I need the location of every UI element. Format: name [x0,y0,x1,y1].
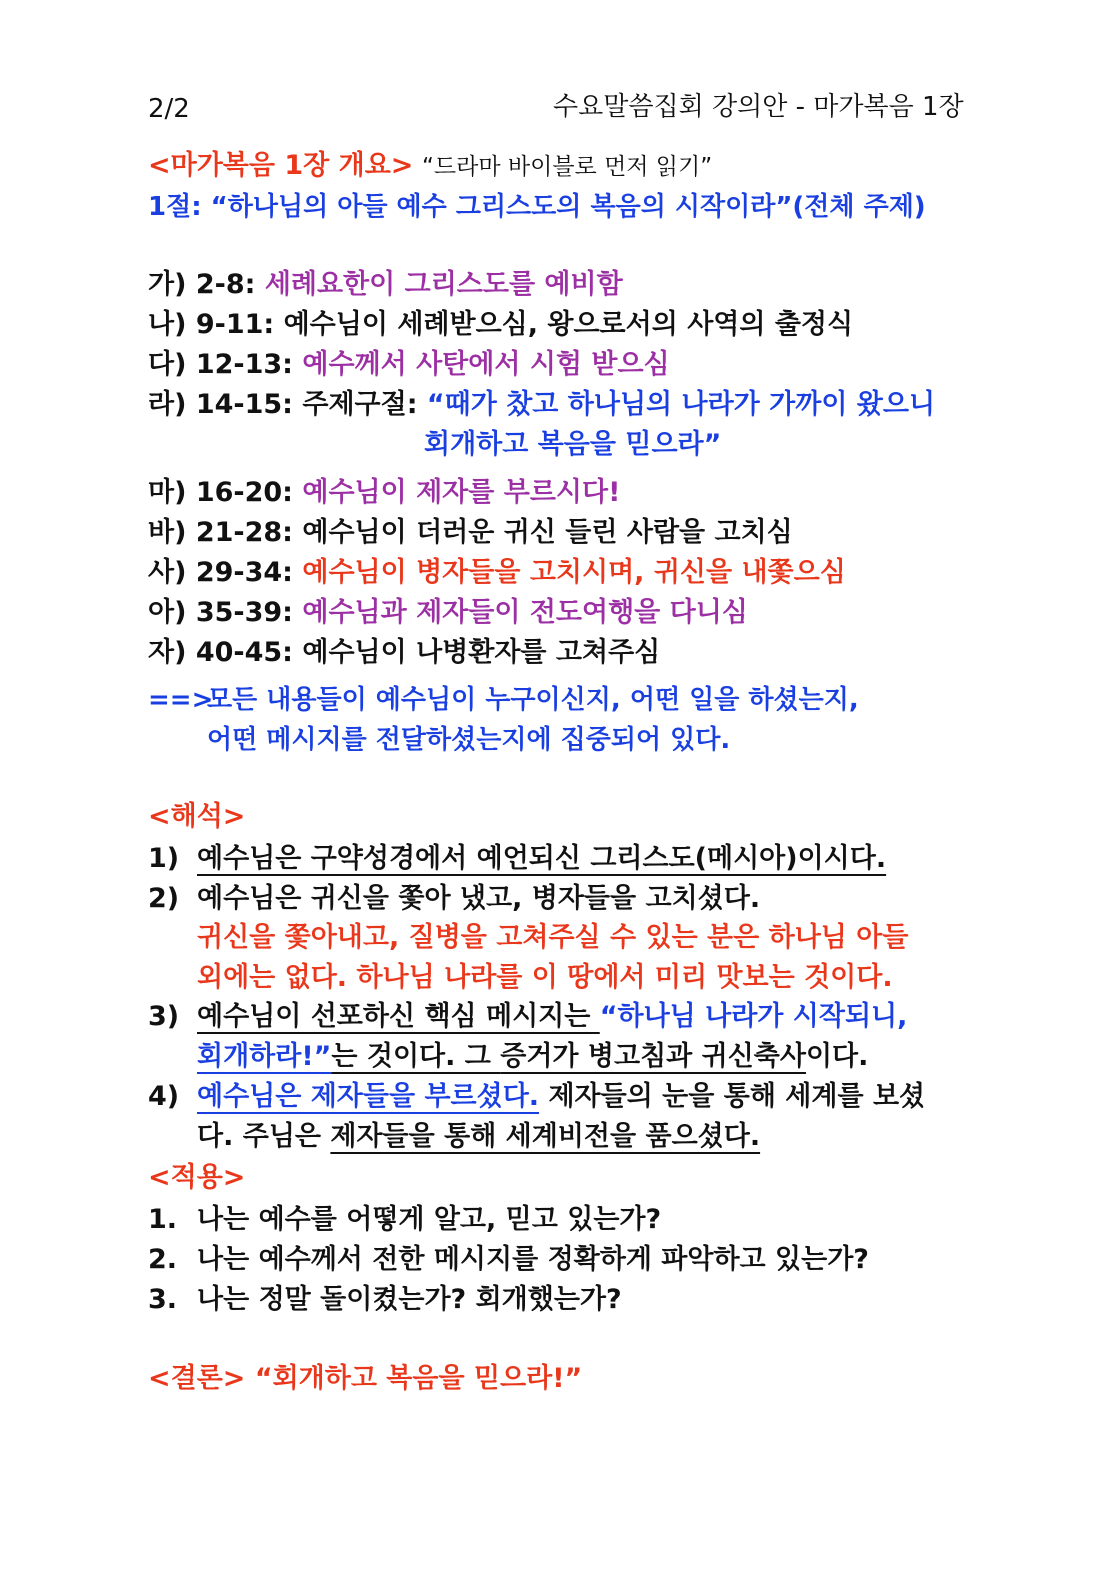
kingdom-message: “하나님 나라가 시작되니, [599,1001,908,1032]
outline-text: 세례요한이 그리스도를 예비함 [264,269,623,300]
outline-item-da [148,348,670,382]
disciples-called: 예수님은 제자들을 부르셨다. [197,1081,540,1112]
interpretation-item-3 [197,1000,907,1034]
interpretation-item-2-note-1: 귀신을 쫓아내고, 질병을 고쳐주실 수 있는 분은 하나님 아들 [197,922,909,953]
summary-line-1: 모든 내용들이 예수님이 누구이신지, 어떤 일을 하셨는지, [207,685,859,715]
application-item-1: 나는 예수를 어떻게 알고, 믿고 있는가? [197,1204,662,1235]
conclusion-heading: <결론> [148,1363,246,1394]
outline-item-na [148,308,853,342]
outline-label: 나) 9-11: [148,309,284,340]
outline-text: 예수님이 세례받으심, 왕으로서의 사역의 출정식 [283,309,854,340]
interpretation-num-1: 1) [148,843,180,874]
interpretation-item-3-cont [197,1040,868,1074]
summary-line-2: 어떤 메시지를 전달하셨는지에 집중되어 있다. [207,725,731,755]
outline-label: 다) 12-13: [148,349,303,380]
interpretation-item-4 [197,1080,925,1114]
interpretation-text: 예수님은 구약성경에서 예언되신 그리스도(메시아)이시다. [197,843,887,874]
outline-item-ma [148,476,620,510]
interpretation-text: 예수님이 선포하신 핵심 메시지는 [197,1001,600,1032]
outline-label: 사) 29-34: [148,557,303,588]
outline-label: 바) 21-28: [148,517,303,548]
outline-label: 아) 35-39: [148,597,303,628]
interpretation-text: 다. 주님은 [197,1121,331,1152]
interpretation-num-4: 4) [148,1081,180,1112]
outline-text: 예수께서 사탄에서 시험 받으심 [302,349,670,380]
interpretation-item-2-note-2: 외에는 없다. 하나님 나라를 이 땅에서 미리 맛보는 것이다. [197,962,893,993]
application-heading: <적용> [148,1162,246,1193]
overview-line [148,149,712,184]
conclusion-text: “회개하고 복음을 믿으라!” [254,1363,583,1394]
summary-arrow: ==> [148,685,214,715]
key-verse-text: “때가 찼고 하나님의 나라가 가까이 왔으니 [426,389,936,420]
outline-item-sa [148,556,846,590]
outline-text: 예수님과 제자들이 전도여행을 다니심 [302,597,748,628]
outline-text: 예수님이 더러운 귀신 들린 사람을 고치심 [302,517,793,548]
overview-heading: <마가복음 1장 개요> [148,150,414,181]
world-vision-text: 제자들을 통해 세계비전을 품으셨다. [330,1121,761,1152]
outline-label: 라) 14-15: 주제구절: [148,389,427,420]
interpretation-heading: <해석> [148,801,246,832]
interpretation-num-2: 2) [148,883,180,914]
application-item-3: 나는 정말 돌이켰는가? 회개했는가? [197,1284,622,1315]
outline-item-ja [148,636,660,670]
key-verse-continuation: 회개하고 복음을 믿으라” [424,429,722,460]
repent-message: 회개하라!” [197,1041,332,1072]
application-item-2: 나는 예수께서 전한 메시지를 정확하게 파악하고 있는가? [197,1244,869,1275]
outline-label: 자) 40-45: [148,637,303,668]
outline-item-ga [148,268,623,302]
interpretation-item-1 [197,842,886,876]
application-num-3: 3. [148,1284,178,1315]
application-num-1: 1. [148,1204,178,1235]
overview-subtitle: “드라마 바이블로 먼저 읽기” [422,154,713,180]
outline-item-ba [148,516,793,550]
outline-label: 가) 2-8: [148,269,265,300]
conclusion-line [148,1362,582,1396]
application-num-2: 2. [148,1244,178,1275]
interpretation-text: 제자들의 눈을 통해 세계를 보셨 [539,1081,926,1112]
evidence-text: 증거가 병고침과 귀신축사 [500,1041,806,1072]
outline-label: 마) 16-20: [148,477,303,508]
outline-item-a [148,596,748,630]
verse-1: 1절: “하나님의 아들 예수 그리스도의 복음의 시작이라”(전체 주제) [148,192,926,222]
interpretation-item-4-cont [197,1120,760,1154]
interpretation-num-3: 3) [148,1001,180,1032]
outline-text: 예수님이 제자를 부르시다! [302,477,621,508]
interpretation-text: 는 것이다. 그 [331,1041,501,1072]
interpretation-item-2: 예수님은 귀신을 쫓아 냈고, 병자들을 고치셨다. [197,883,761,914]
page-number: 2/2 [148,94,190,124]
outline-item-ra [148,388,935,422]
document-title: 수요말씀집회 강의안 - 마가복음 1장 [553,92,964,122]
outline-text: 예수님이 나병환자를 고쳐주심 [302,637,661,668]
outline-text: 예수님이 병자들을 고치시며, 귀신을 내쫓으심 [302,557,846,588]
interpretation-text: 이다. [805,1041,869,1072]
